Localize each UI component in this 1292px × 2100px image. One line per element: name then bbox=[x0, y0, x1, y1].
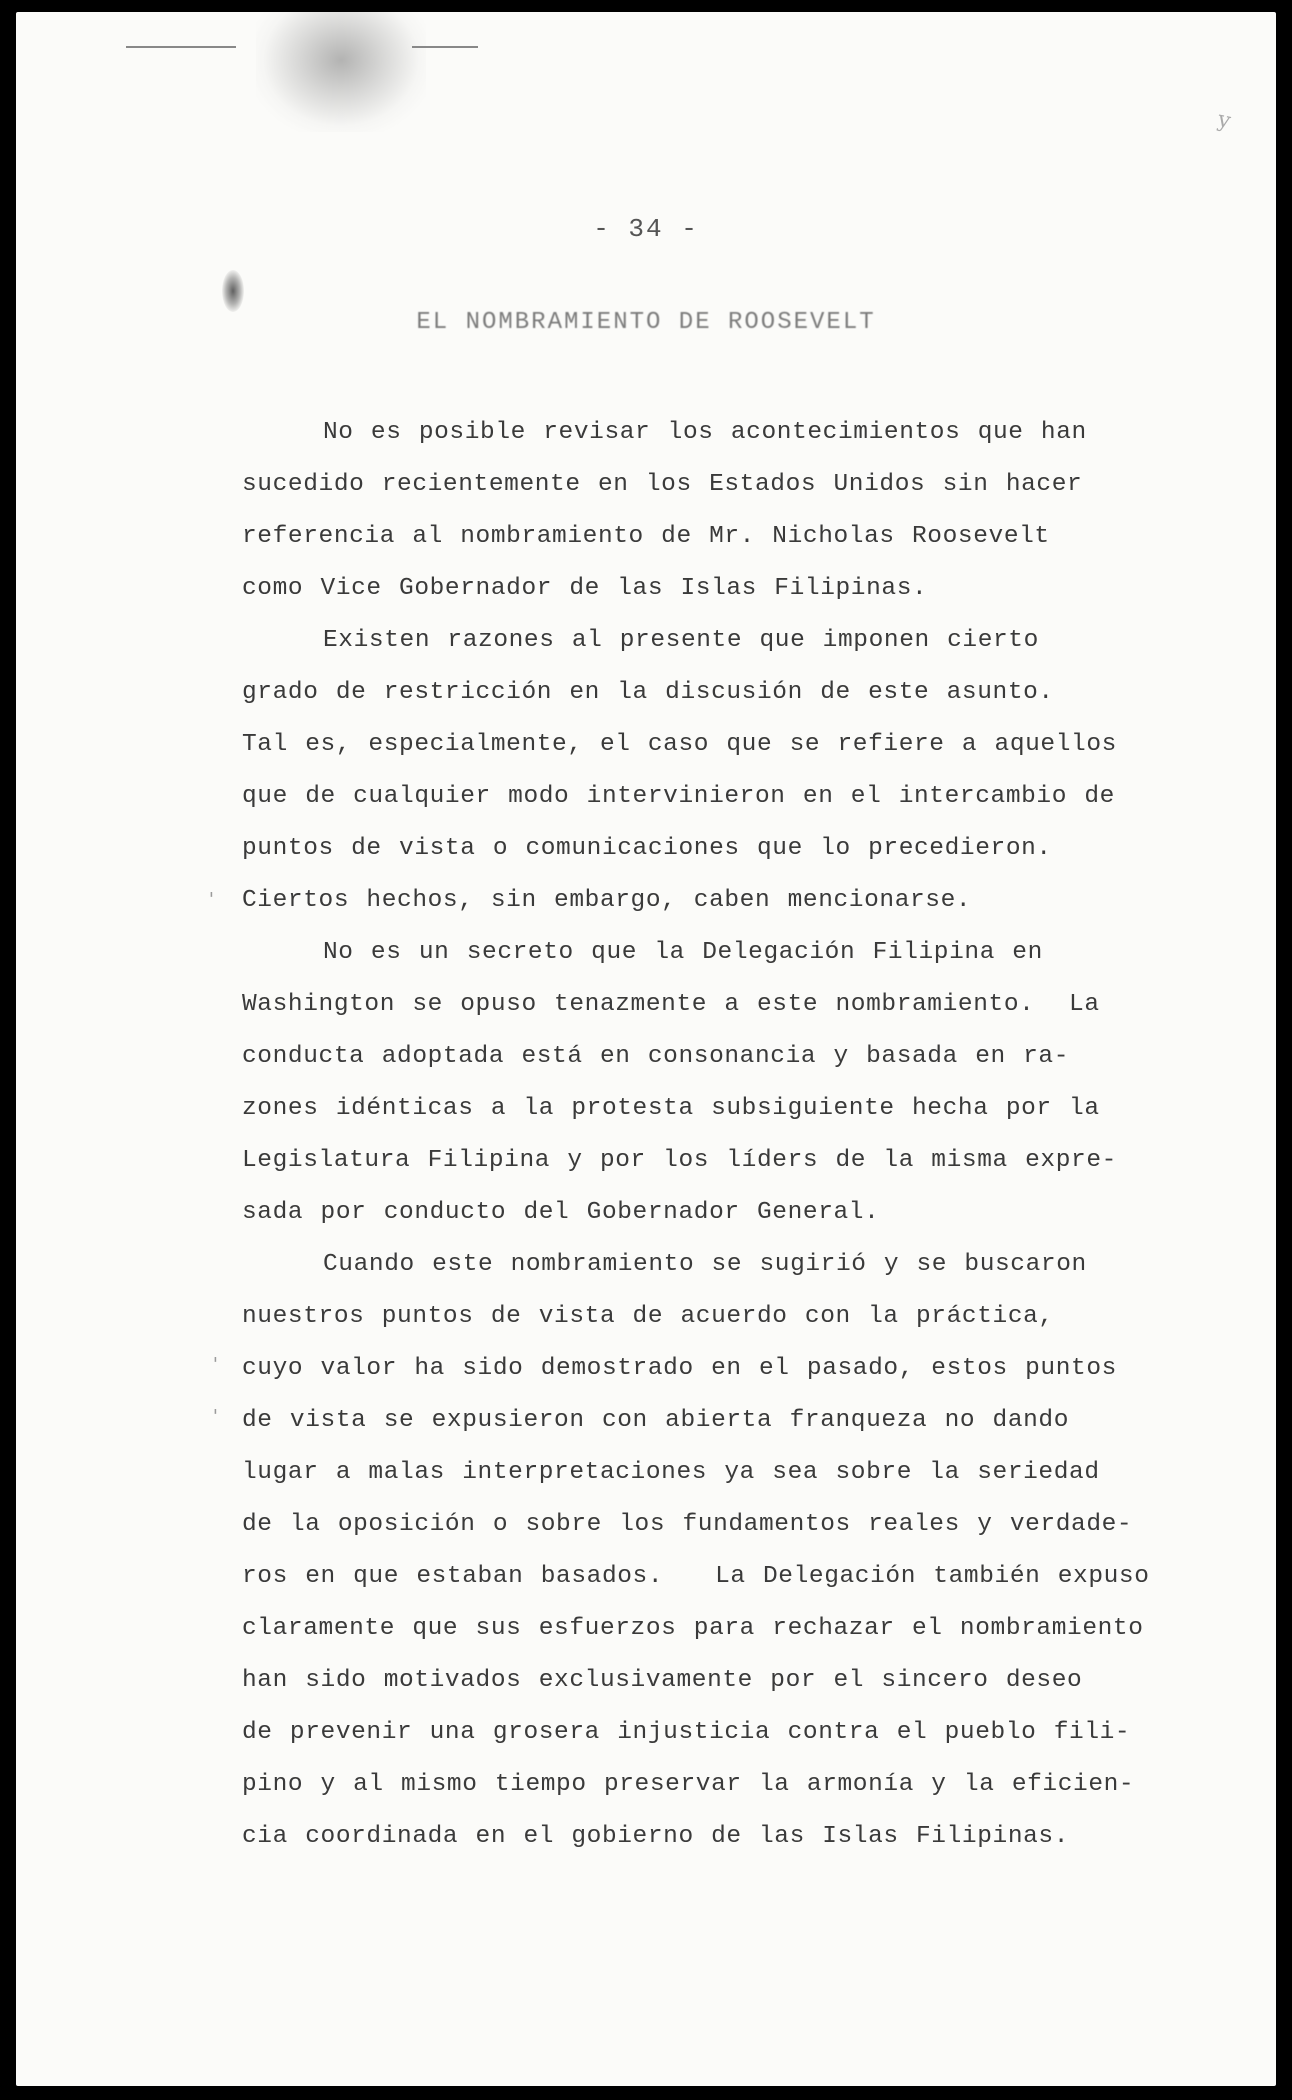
text-line: de la oposición o sobre los fundamentos reales y verdade- bbox=[242, 1511, 1133, 1538]
scan-rule-line bbox=[126, 46, 236, 48]
margin-tick: ' bbox=[210, 1354, 221, 1375]
text-line: Legislatura Filipina y por los líders de la misma expre- bbox=[242, 1147, 1117, 1174]
text-line: sucedido recientemente en los Estados Unidos sin hacer bbox=[242, 471, 1083, 498]
corner-mark: y bbox=[1215, 106, 1233, 135]
paragraph bbox=[242, 1239, 1172, 1863]
text-line: cia coordinada en el gobierno de las Islas Filipinas. bbox=[242, 1823, 1070, 1850]
document-page bbox=[16, 12, 1276, 2086]
text-line: grado de restricción en la discusión de este asunto. bbox=[242, 679, 1054, 706]
text-line: referencia al nombramiento de Mr. Nicholas Roosevelt bbox=[242, 523, 1050, 550]
document-title: EL NOMBRAMIENTO DE ROOSEVELT bbox=[416, 309, 876, 336]
text-line: No es un secreto que la Delegación Filipina en bbox=[323, 939, 1043, 966]
scan-smudge bbox=[256, 12, 426, 132]
text-line: Existen razones al presente que imponen cierto bbox=[323, 627, 1039, 654]
page-number: - 34 - bbox=[593, 214, 699, 244]
text-line: Ciertos hechos, sin embargo, caben mencionarse. bbox=[242, 887, 972, 914]
text-line: como Vice Gobernador de las Islas Filipinas. bbox=[242, 575, 928, 602]
text-line: zones idénticas a la protesta subsiguiente hecha por la bbox=[242, 1095, 1100, 1122]
paragraph bbox=[242, 927, 1172, 1239]
body-text bbox=[242, 407, 1172, 1863]
text-line: claramente que sus esfuerzos para rechazar el nombramiento bbox=[242, 1615, 1144, 1642]
margin-tick: ' bbox=[210, 1406, 221, 1427]
text-line: No es posible revisar los acontecimientos que han bbox=[323, 419, 1087, 446]
text-line: han sido motivados exclusivamente por el sincero deseo bbox=[242, 1667, 1083, 1694]
text-line: pino y al mismo tiempo preservar la armonía y la eficien- bbox=[242, 1771, 1135, 1798]
paragraph bbox=[242, 615, 1172, 927]
scan-rule-line bbox=[412, 46, 478, 48]
text-line: que de cualquier modo intervinieron en el intercambio de bbox=[242, 783, 1115, 810]
text-line: Cuando este nombramiento se sugirió y se buscaron bbox=[323, 1251, 1087, 1278]
margin-tick: ' bbox=[206, 889, 217, 910]
ink-blot bbox=[222, 270, 244, 312]
paragraph bbox=[242, 407, 1172, 615]
text-line: conducta adoptada está en consonancia y basada en ra- bbox=[242, 1043, 1070, 1070]
text-line: de prevenir una grosera injusticia contra el pueblo fili- bbox=[242, 1719, 1131, 1746]
text-line: nuestros puntos de vista de acuerdo con la práctica, bbox=[242, 1303, 1054, 1330]
text-line: lugar a malas interpretaciones ya sea sobre la seriedad bbox=[242, 1459, 1100, 1486]
text-line: cuyo valor ha sido demostrado en el pasado, estos puntos bbox=[242, 1355, 1117, 1382]
text-line: de vista se expusieron con abierta franqueza no dando bbox=[242, 1407, 1070, 1434]
text-line: puntos de vista o comunicaciones que lo precedieron. bbox=[242, 835, 1052, 862]
text-line: Washington se opuso tenazmente a este nombramiento. La bbox=[242, 991, 1100, 1018]
text-line: Tal es, especialmente, el caso que se refiere a aquellos bbox=[242, 731, 1117, 758]
text-line: sada por conducto del Gobernador General. bbox=[242, 1199, 880, 1226]
text-line: ros en que estaban basados. La Delegación también expuso bbox=[242, 1563, 1150, 1590]
